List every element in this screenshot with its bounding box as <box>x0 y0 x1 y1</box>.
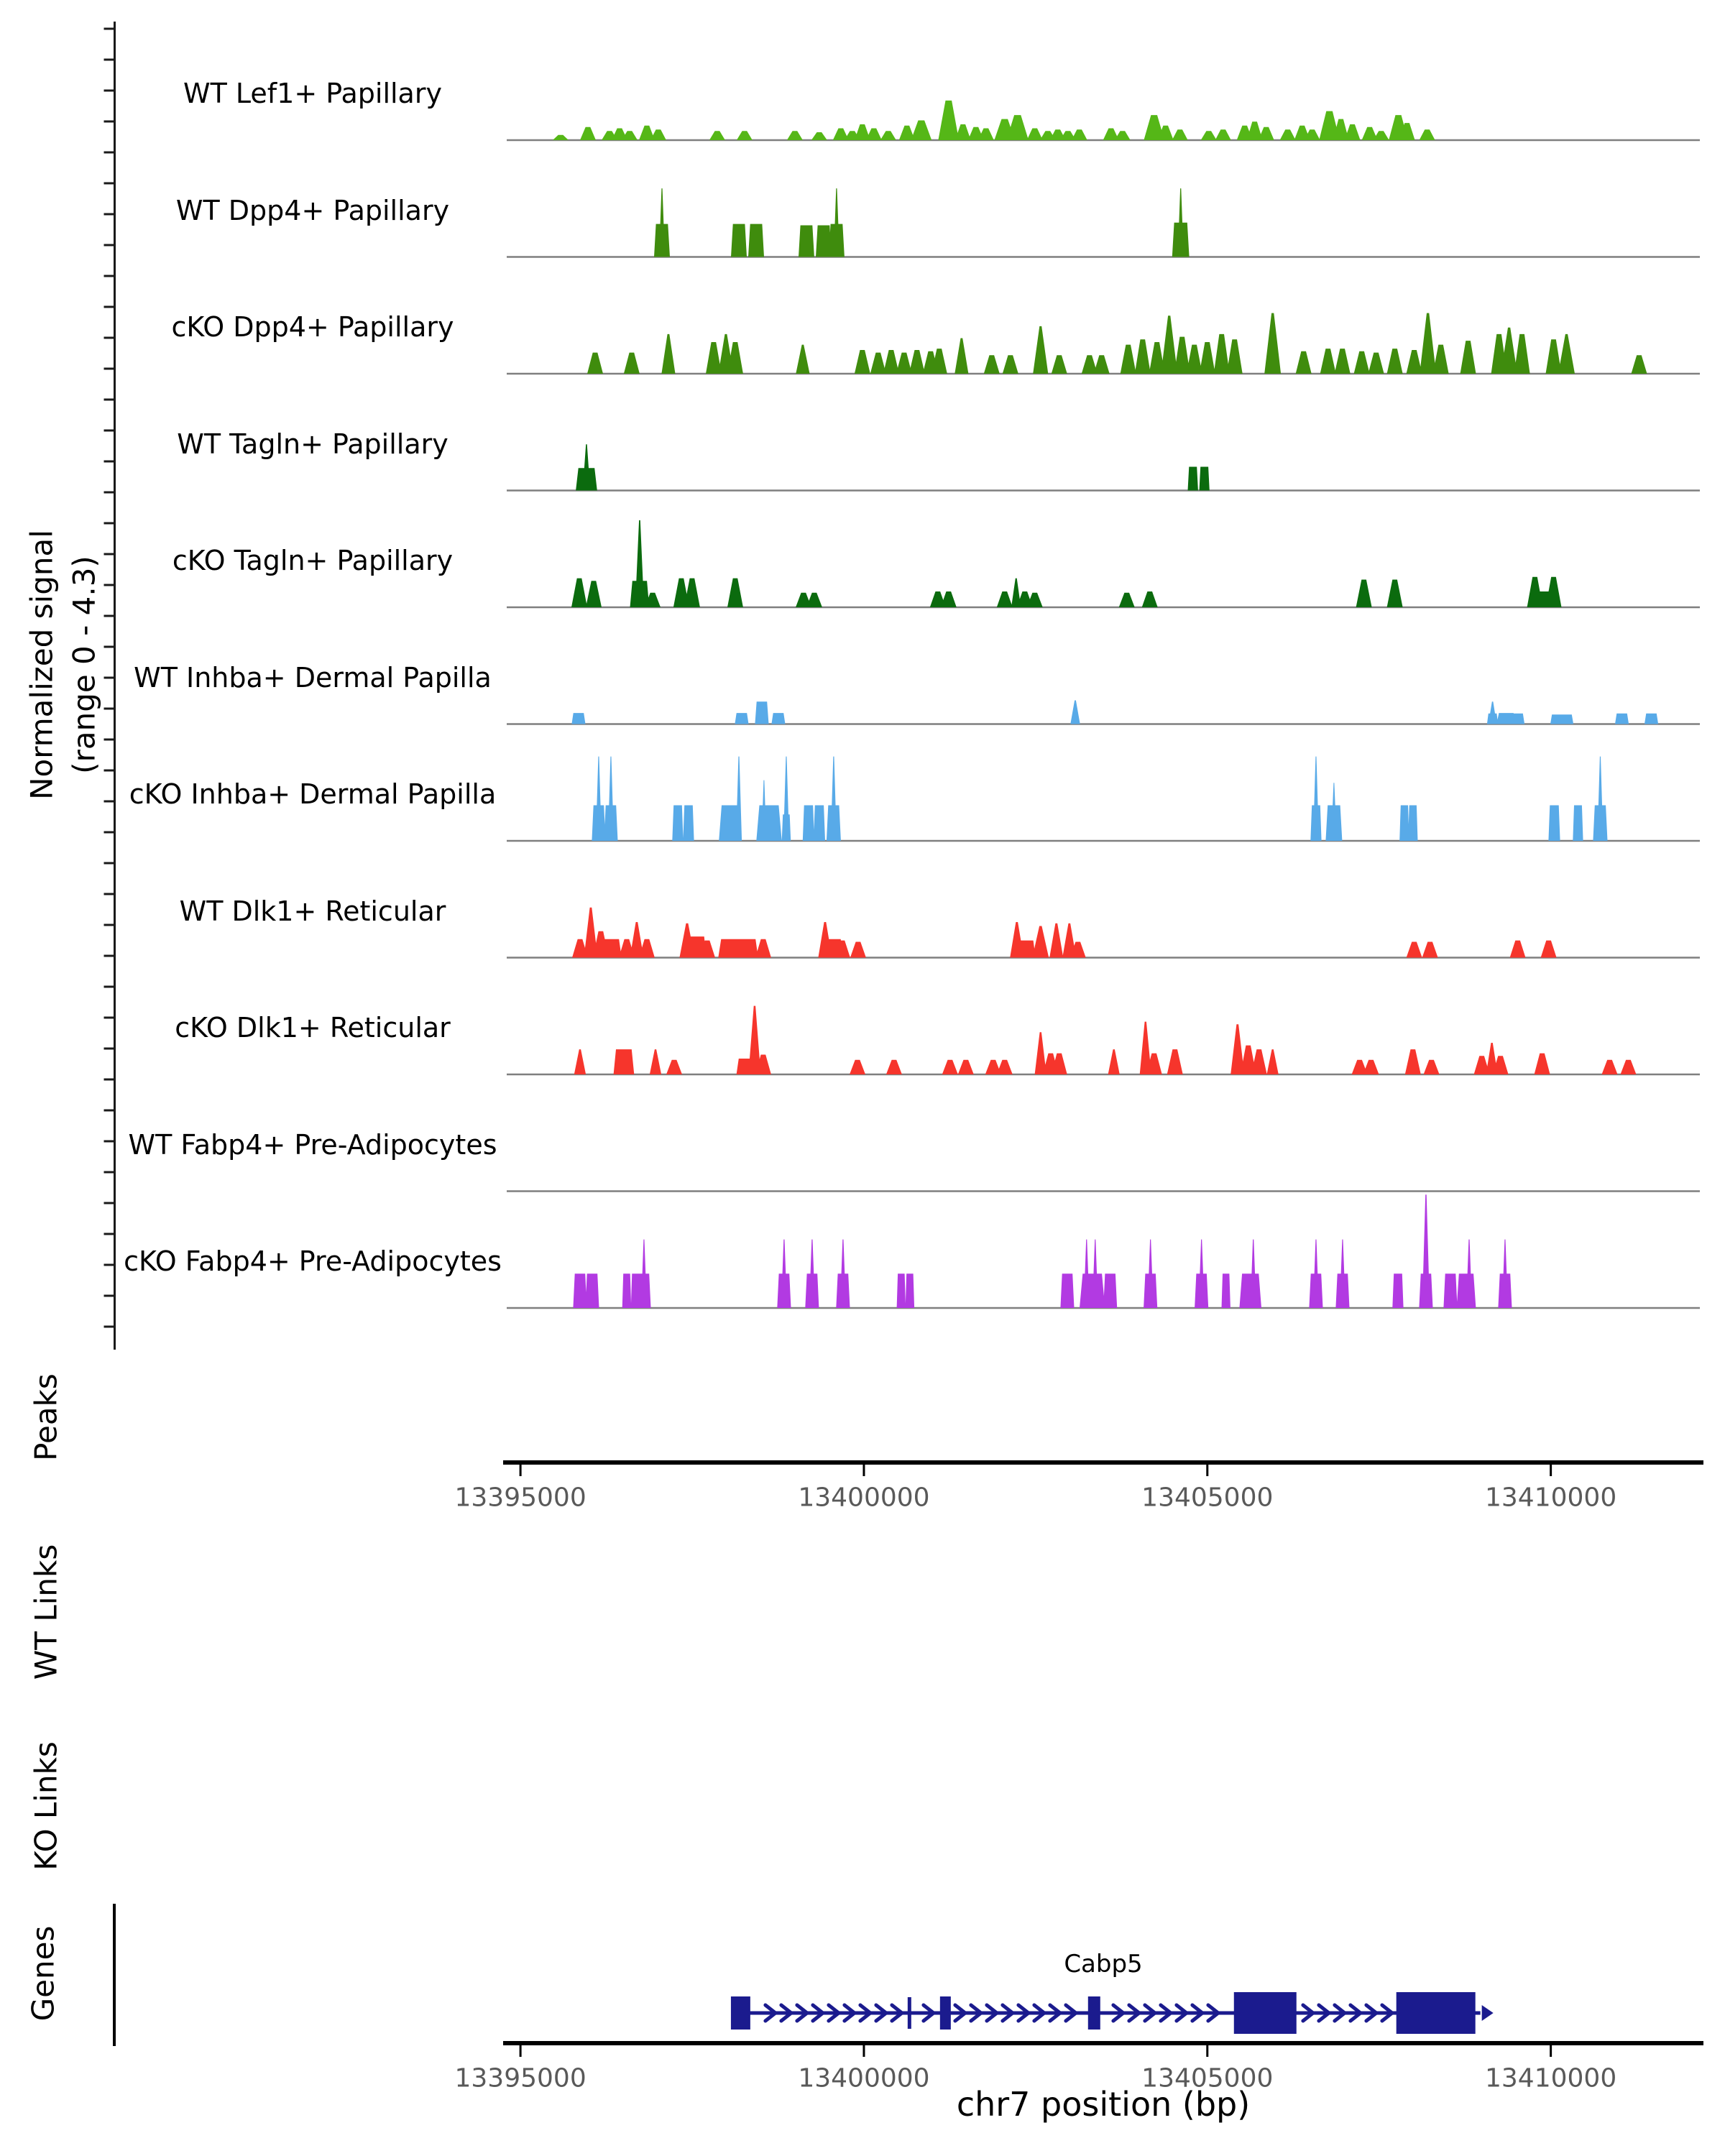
genome-axis-tick <box>1550 2045 1552 2057</box>
track-signal-path <box>572 908 1557 958</box>
genome-axis-tick <box>520 2045 522 2057</box>
signal-axis-tick <box>104 1264 114 1266</box>
signal-axis-tick <box>104 862 114 865</box>
signal-axis-tick <box>104 1326 114 1328</box>
gene-exon <box>908 1997 911 2029</box>
gene-exon <box>1088 1996 1100 2030</box>
signal-axis-tick <box>104 584 114 586</box>
signal-axis-tick <box>104 924 114 926</box>
track-signal-path <box>576 444 1210 490</box>
genome-axis-tick <box>862 2045 865 2057</box>
signal-axis-tick <box>104 492 114 494</box>
genome-axis-tick <box>1206 1465 1208 1476</box>
signal-track <box>507 701 1700 724</box>
signal-track <box>507 101 1700 140</box>
signal-axis-tick <box>104 646 114 648</box>
signal-axis-tick <box>104 677 114 679</box>
signal-axis-tick <box>104 1202 114 1204</box>
signal-track <box>507 313 1700 374</box>
signal-axis-tick <box>104 553 114 556</box>
signal-track <box>507 188 1700 257</box>
signal-axis-tick <box>104 1171 114 1174</box>
signal-axis-tick <box>104 1295 114 1297</box>
gene-exon <box>1397 1992 1476 2034</box>
peaks-genome-axis <box>503 1460 1703 1476</box>
gene-exon <box>1234 1992 1297 2034</box>
signal-axis-tick <box>104 955 114 957</box>
gene-body-line <box>733 2012 1481 2015</box>
genome-axis-tick <box>1206 2045 1208 2057</box>
signal-axis-tick <box>104 152 114 154</box>
signal-track <box>507 908 1700 958</box>
gene-exon <box>940 1996 951 2030</box>
signal-axis-tick <box>104 213 114 216</box>
genome-axis-tick <box>520 1465 522 1476</box>
signal-axis-tick <box>104 1048 114 1050</box>
genome-axis-line <box>503 1460 1703 1465</box>
gene-model-cabp5 <box>731 1992 1494 2034</box>
signal-axis-tick <box>104 1110 114 1112</box>
signal-axis-tick <box>104 59 114 61</box>
track-signal-path <box>654 188 1190 257</box>
signal-axis-tick <box>104 708 114 710</box>
track-signal-path <box>553 101 1435 140</box>
track-signal-path <box>592 757 1607 841</box>
signal-axis-tick <box>104 183 114 185</box>
signal-axis-tick <box>104 1233 114 1235</box>
signal-axis-tick <box>104 801 114 803</box>
signal-axis-tick <box>104 90 114 92</box>
signal-axis-tick <box>104 306 114 308</box>
genome-axis-tick <box>862 1465 865 1476</box>
gene-exon <box>731 1996 750 2030</box>
signal-axis-line <box>114 22 116 1350</box>
signal-axis-tick <box>104 522 114 525</box>
signal-track <box>507 1194 1700 1308</box>
signal-axis-tick <box>104 244 114 247</box>
signal-track <box>507 1006 1700 1074</box>
track-signal-path <box>587 313 1647 374</box>
signal-axis-tick <box>104 121 114 123</box>
signal-axis-tick <box>104 615 114 617</box>
gene-end-arrow-icon <box>1482 2005 1494 2021</box>
signal-axis-tick <box>104 1017 114 1019</box>
signal-track <box>507 757 1700 841</box>
signal-track <box>507 520 1700 607</box>
signal-track <box>507 444 1700 490</box>
genome-axis-line <box>503 2041 1703 2045</box>
signal-axis-tick <box>104 893 114 895</box>
signal-axis-tick <box>104 739 114 741</box>
genes-bracket-line <box>113 1904 116 2046</box>
signal-axis-tick <box>104 1079 114 1081</box>
signal-axis-tick <box>104 831 114 834</box>
signal-axis-tick <box>104 1141 114 1143</box>
genome-axis-tick <box>1550 1465 1552 1476</box>
signal-axis-tick <box>104 986 114 988</box>
signal-axis-tick <box>104 430 114 432</box>
signal-scale-axis <box>104 22 116 1350</box>
signal-axis-tick <box>104 399 114 401</box>
genome-browser-figure: Normalized signal (range 0 - 4.3) Peaks WT Links KO Links Genes Cabp5 chr7 position (bp) WT Lef1+ Papillary WT Dpp4+ Papillary cKO Dpp4+ Papillary WT Tagln+ Papillary cKO Tagln+ Papillary WT Inhba+ Dermal Papilla cKO Inhba+ Dermal Papilla WT Dlk1+ Reticular cKO Dlk1+ Reticular WT Fabp4+ Pre-Adipocytes cKO Fabp4+ Pre-Adipocytes 13395000 13400000 13405000 13410000 13395000 13400000 13405000 13410000 <box>0 0 1725 2156</box>
track-signal-path <box>571 701 1658 724</box>
track-signal-path <box>574 1006 1637 1074</box>
signal-axis-tick <box>104 275 114 277</box>
signal-axis-tick <box>104 337 114 339</box>
signal-axis-tick <box>104 368 114 370</box>
signal-axis-tick <box>104 461 114 463</box>
track-signal-path <box>571 520 1562 607</box>
signal-axis-tick <box>104 28 114 30</box>
genes-genome-axis <box>503 2041 1703 2057</box>
signal-axis-tick <box>104 770 114 772</box>
track-signal-path <box>573 1194 1512 1308</box>
